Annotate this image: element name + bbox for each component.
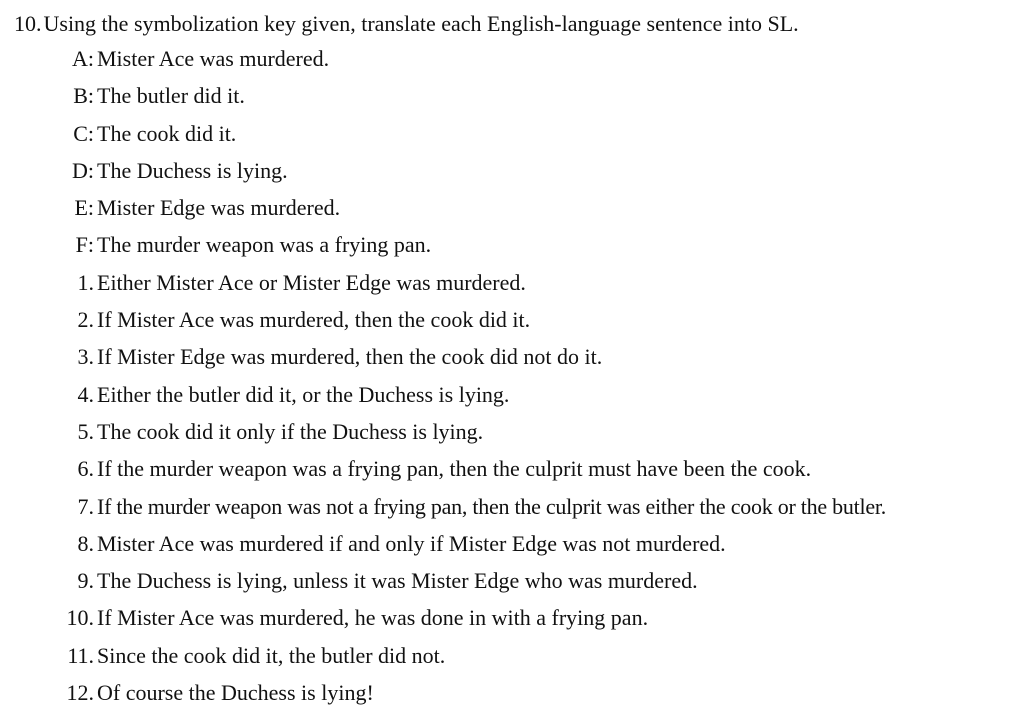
sentence-number: 3. <box>77 344 94 370</box>
sentence-number: 11. <box>67 642 94 668</box>
sentence-text: Mister Ace was murdered if and only if Mister Edge was not murdered. <box>97 530 726 556</box>
key-label: C: <box>73 120 94 146</box>
sentence-number: 6. <box>77 456 94 482</box>
sentence-item-9 <box>0 567 1024 604</box>
key-label: A: <box>72 46 94 71</box>
sentence-text: If the murder weapon was not a frying pan, then the culprit was either the cook or the butler. <box>97 493 887 519</box>
sentence-number: 7. <box>77 493 94 519</box>
key-label: E: <box>74 195 94 221</box>
sentence-item-1 <box>0 269 1024 306</box>
sentence-text: The Duchess is lying, unless it was Mister Edge who was murdered. <box>97 568 698 594</box>
key-label: D: <box>72 157 94 183</box>
key-item-c <box>0 120 1024 157</box>
sentence-item-6 <box>0 455 1024 492</box>
key-item-d <box>0 157 1024 194</box>
sentence-item-11 <box>0 642 1024 679</box>
exercise-number: 10. <box>14 11 42 36</box>
sentence-item-3 <box>0 343 1024 380</box>
sentence-number: 8. <box>77 530 94 556</box>
sentence-number: 4. <box>77 381 94 407</box>
key-text: The cook did it. <box>97 120 237 146</box>
sentence-number: 2. <box>77 307 94 333</box>
sentence-text: The cook did it only if the Duchess is lying. <box>97 418 484 444</box>
sentence-number: 9. <box>77 568 94 594</box>
key-text: Mister Edge was murdered. <box>97 195 341 221</box>
sentence-number: 10. <box>66 605 94 631</box>
sentence-text: Either Mister Ace or Mister Edge was murdered. <box>97 269 526 295</box>
sentence-item-8 <box>0 530 1024 567</box>
key-label: F: <box>75 232 94 258</box>
key-text: Mister Ace was murdered. <box>97 46 330 71</box>
sentence-item-4 <box>0 381 1024 418</box>
sentence-number: 1. <box>77 269 94 295</box>
exercise-heading <box>14 10 799 38</box>
exercise-list <box>0 45 1024 716</box>
sentence-number: 12. <box>66 680 94 706</box>
sentence-text: If the murder weapon was a frying pan, then the culprit must have been the cook. <box>97 456 812 482</box>
sentence-item-7 <box>0 493 1024 530</box>
sentence-item-5 <box>0 418 1024 455</box>
sentence-text: If Mister Ace was murdered, then the cook did it. <box>97 307 531 333</box>
key-item-e <box>0 194 1024 231</box>
key-label: B: <box>73 83 94 109</box>
key-text: The Duchess is lying. <box>97 157 288 183</box>
exercise-instruction: Using the symbolization key given, translate each English-language sentence into SL. <box>43 11 799 36</box>
sentence-item-10 <box>0 604 1024 641</box>
sentence-item-12 <box>0 679 1024 716</box>
key-item-b <box>0 82 1024 119</box>
sentence-text: If Mister Edge was murdered, then the cook did not do it. <box>97 344 603 370</box>
sentence-text: If Mister Ace was murdered, he was done in with a frying pan. <box>97 605 649 631</box>
key-text: The butler did it. <box>97 83 245 109</box>
key-text: The murder weapon was a frying pan. <box>97 232 432 258</box>
sentence-number: 5. <box>77 418 94 444</box>
sentence-text: Of course the Duchess is lying! <box>97 680 374 706</box>
sentence-text: Either the butler did it, or the Duchess is lying. <box>97 381 510 407</box>
sentence-text: Since the cook did it, the butler did not. <box>97 642 446 668</box>
key-item-f <box>0 231 1024 268</box>
sentence-item-2 <box>0 306 1024 343</box>
key-item-a <box>0 45 1024 82</box>
